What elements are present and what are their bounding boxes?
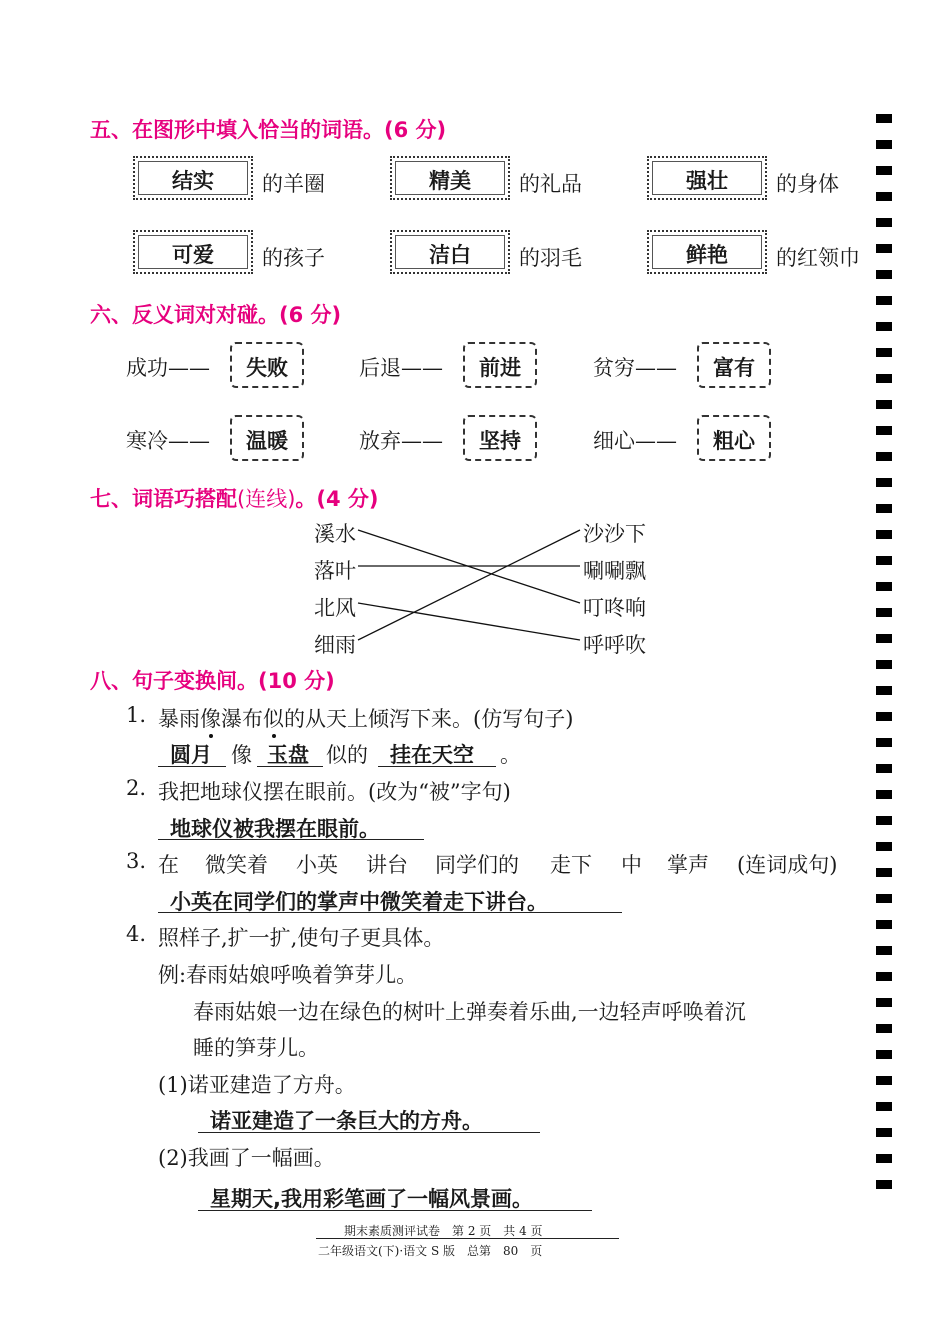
binding-mark xyxy=(876,1050,892,1059)
binding-mark xyxy=(876,686,892,695)
binding-mark xyxy=(876,192,892,201)
binding-mark xyxy=(876,478,892,487)
antonym-answer: 前进 xyxy=(479,356,521,380)
binding-mark xyxy=(876,166,892,175)
answer-word: 洁白 xyxy=(429,243,471,267)
antonym-word: 成功—— xyxy=(126,356,210,380)
binding-mark xyxy=(876,712,892,721)
antonym-answer: 温暖 xyxy=(246,429,288,453)
binding-mark xyxy=(876,452,892,461)
word-item: 在 xyxy=(158,853,179,877)
answer-text: 诺亚建造了一条巨大的方舟。 xyxy=(210,1109,483,1133)
answer-underline xyxy=(158,912,622,913)
binding-mark xyxy=(876,998,892,1007)
binding-mark xyxy=(876,374,892,383)
binding-mark xyxy=(876,218,892,227)
binding-mark xyxy=(876,140,892,149)
binding-mark xyxy=(876,1180,892,1189)
example-text: 例:春雨姑娘呼唤着笋芽儿。 xyxy=(158,963,418,987)
binding-mark xyxy=(876,738,892,747)
binding-mark xyxy=(876,920,892,929)
binding-mark xyxy=(876,1128,892,1137)
answer-text: 小英在同学们的掌声中微笑着走下讲台。 xyxy=(170,890,548,914)
binding-mark xyxy=(876,868,892,877)
footer-line-2: 二年级语文(下)·语文 S 版 总第 80 页 xyxy=(318,1244,543,1258)
section-5-title: 五、在图形中填入恰当的词语。(6 分) xyxy=(90,118,447,142)
binding-mark xyxy=(876,322,892,331)
word-item: 掌声 xyxy=(667,853,709,877)
example-expanded: 春雨姑娘一边在绿色的树叶上弹奏着乐曲,一边轻声呼唤着沉 xyxy=(193,1000,746,1024)
question-text: 照样子,扩一扩,使句子更具体。 xyxy=(158,926,445,950)
binding-mark xyxy=(876,296,892,305)
binding-mark xyxy=(876,556,892,565)
word-item: 走下 xyxy=(550,853,592,877)
match-left-item: 溪水 xyxy=(314,522,356,546)
antonym-word: 寒冷—— xyxy=(126,429,210,453)
footer-line-1: 期末素质测评试卷 第 2 页 共 4 页 xyxy=(344,1224,543,1238)
answer-underline xyxy=(198,1132,540,1133)
section-7-title: 七、词语巧搭配(连线)。(4 分) xyxy=(90,487,379,511)
antonym-word: 细心—— xyxy=(593,429,677,453)
answer-word: 强壮 xyxy=(686,169,728,193)
word-item: 微笑着 xyxy=(205,853,268,877)
binding-mark xyxy=(876,582,892,591)
antonym-word: 贫穷—— xyxy=(593,356,677,380)
binding-mark xyxy=(876,1076,892,1085)
answer-underline xyxy=(257,766,323,767)
binding-mark xyxy=(876,1024,892,1033)
binding-mark xyxy=(876,114,892,123)
match-left-item: 落叶 xyxy=(314,559,356,583)
answer-word: 鲜艳 xyxy=(686,243,728,267)
binding-mark xyxy=(876,348,892,357)
binding-mark xyxy=(876,426,892,435)
question-text: 暴雨像瀑布似的从天上倾泻下来。(仿写句子) xyxy=(158,707,574,731)
binding-mark xyxy=(876,530,892,539)
binding-mark xyxy=(876,270,892,279)
answer-underline xyxy=(378,766,496,767)
phrase-suffix: 的礼品 xyxy=(519,172,582,196)
connector-text: 似的 xyxy=(326,743,368,767)
question-number: 3. xyxy=(126,849,147,873)
binding-mark xyxy=(876,1102,892,1111)
antonym-answer: 失败 xyxy=(246,356,288,380)
binding-mark xyxy=(876,972,892,981)
instruction-text: (连词成句) xyxy=(737,853,838,877)
word-item: 讲台 xyxy=(366,853,408,877)
match-left-item: 北风 xyxy=(314,596,356,620)
section-6-title: 六、反义词对对碰。(6 分) xyxy=(90,303,342,327)
answer-word: 可爱 xyxy=(172,243,214,267)
question-text: 我把地球仪摆在眼前。(改为“被”字句) xyxy=(158,780,511,804)
answer-text: 挂在天空 xyxy=(390,743,474,767)
answer-text: 地球仪被我摆在眼前。 xyxy=(170,817,380,841)
binding-mark xyxy=(876,842,892,851)
match-right-item: 呼呼吹 xyxy=(583,633,646,657)
match-line xyxy=(358,530,580,640)
binding-mark xyxy=(876,660,892,669)
period-text: 。 xyxy=(500,743,521,767)
answer-text: 星期天,我用彩笔画了一幅风景画。 xyxy=(210,1187,533,1211)
word-item: 中 xyxy=(621,853,642,877)
antonym-answer: 坚持 xyxy=(479,429,521,453)
match-right-item: 叮咚响 xyxy=(583,596,646,620)
example-expanded: 睡的笋芽儿。 xyxy=(193,1036,319,1060)
binding-mark xyxy=(876,244,892,253)
answer-text: 圆月 xyxy=(170,743,212,767)
binding-mark xyxy=(876,764,892,773)
phrase-suffix: 的红领巾 xyxy=(776,246,860,270)
question-number: 1. xyxy=(126,703,147,727)
binding-mark xyxy=(876,946,892,955)
answer-text: 玉盘 xyxy=(267,743,309,767)
binding-mark xyxy=(876,790,892,799)
phrase-suffix: 的羽毛 xyxy=(519,246,582,270)
antonym-answer: 粗心 xyxy=(713,429,755,453)
connector-text: 像 xyxy=(231,743,252,767)
binding-mark xyxy=(876,1154,892,1163)
question-number: 4. xyxy=(126,922,147,946)
antonym-word: 放弃—— xyxy=(359,429,443,453)
word-item: 同学们的 xyxy=(435,853,519,877)
answer-underline xyxy=(158,839,424,840)
sub-question: (1)诺亚建造了方舟。 xyxy=(158,1073,356,1097)
binding-mark xyxy=(876,634,892,643)
binding-mark xyxy=(876,504,892,513)
answer-word: 精美 xyxy=(429,169,471,193)
answer-underline xyxy=(158,766,226,767)
antonym-word: 后退—— xyxy=(359,356,443,380)
word-item: 小英 xyxy=(296,853,338,877)
phrase-suffix: 的孩子 xyxy=(262,246,325,270)
phrase-suffix: 的羊圈 xyxy=(262,172,325,196)
binding-mark xyxy=(876,608,892,617)
match-right-item: 沙沙下 xyxy=(583,522,646,546)
binding-mark xyxy=(876,894,892,903)
sub-question: (2)我画了一幅画。 xyxy=(158,1146,335,1170)
footer-divider xyxy=(316,1238,619,1239)
question-number: 2. xyxy=(126,776,147,800)
binding-mark xyxy=(876,400,892,409)
answer-word: 结实 xyxy=(172,169,214,193)
match-left-item: 细雨 xyxy=(314,633,356,657)
antonym-answer: 富有 xyxy=(713,356,755,380)
phrase-suffix: 的身体 xyxy=(776,172,839,196)
answer-underline xyxy=(198,1210,592,1211)
match-right-item: 唰唰飘 xyxy=(583,559,646,583)
match-line xyxy=(358,603,580,640)
binding-mark xyxy=(876,816,892,825)
section-8-title: 八、句子变换间。(10 分) xyxy=(90,669,335,693)
